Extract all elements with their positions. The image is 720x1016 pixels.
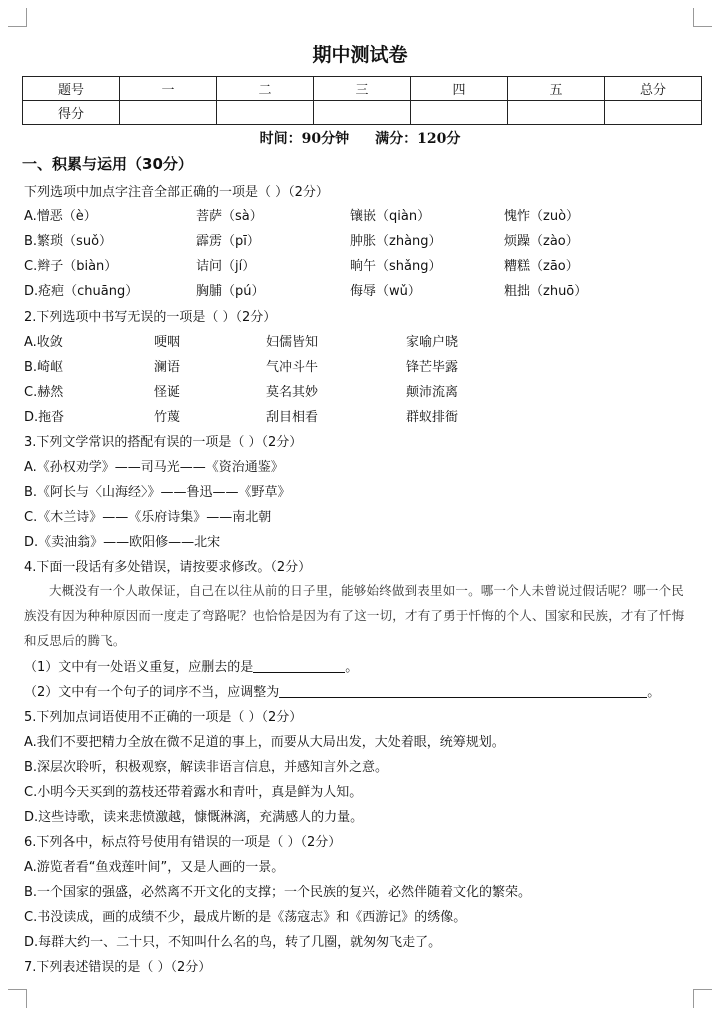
question-4-sub-1: [24, 656, 358, 675]
option-text: D.疮疤（chuāng）: [24, 284, 139, 299]
option-text: D.拖沓: [24, 410, 65, 425]
answer-blank[interactable]: [279, 684, 647, 698]
score-cell: [217, 101, 314, 125]
question-4-stem: 4.下面一段话有多处错误，请按要求修改。（2分）: [24, 560, 312, 575]
question-5-stem: 5.下列加点词语使用不正确的一项是（ ）（2分）: [24, 710, 303, 725]
score-cell: 五: [508, 77, 605, 101]
option-text: A.《孙权劝学》——司马光——《资治通鉴》: [24, 460, 284, 475]
score-cell: 三: [314, 77, 411, 101]
option-text: 胸脯（pú）: [196, 284, 265, 299]
score-cell: 二: [217, 77, 314, 101]
option-text: A.收敛: [24, 335, 63, 350]
option-text: 妇儒皆知: [266, 335, 319, 350]
score-cell: [508, 101, 605, 125]
crop-mark-bottom-left: [8, 989, 27, 1008]
option-text: 烦躁（zào）: [504, 234, 579, 249]
option-text: A.我们不要把精力全放在微不足道的事上，而要从大局出发，大处着眼，统筹规划。: [24, 735, 505, 750]
score-cell: [605, 101, 702, 125]
score-cell: [411, 101, 508, 125]
option-text: 侮辱（wǔ）: [350, 284, 421, 299]
crop-mark-top-left: [8, 8, 27, 27]
exam-full-score: 满分：120分: [375, 131, 461, 147]
option-text: C.书没读成，画的成绩不少，最成片断的是《荡寇志》和《西游记》的绣像。: [24, 910, 467, 925]
question-6-stem: 6.下列各中，标点符号使用有错误的一项是（ ）（2分）: [24, 835, 342, 850]
option-text: A.游览者看“鱼戏莲叶间”，又是人画的一景。: [24, 860, 285, 875]
option-text: 晌午（shǎng）: [350, 259, 442, 274]
option-text: 糟糕（zāo）: [504, 259, 579, 274]
option-text: 愧怍（zuò）: [504, 209, 580, 224]
score-cell: 一: [120, 77, 217, 101]
option-text: 颠沛流离: [406, 385, 459, 400]
option-text: B.繁琐（suǒ）: [24, 234, 113, 249]
exam-meta: [0, 128, 720, 148]
option-text: 竹蔑: [154, 410, 181, 425]
sub-question-text: （2）文中有一个句子的词序不当，应调整为: [24, 685, 280, 700]
score-cell: 得分: [23, 101, 120, 125]
option-text: 刮目相看: [266, 410, 319, 425]
option-text: D.这些诗歌，读来悲愤激越，慷慨淋漓，充满感人的力量。: [24, 810, 364, 825]
option-text: 镶嵌（qiàn）: [350, 209, 431, 224]
option-text: C.赫然: [24, 385, 64, 400]
question-7-stem: 7.下列表述错误的是（ ）（2分）: [24, 960, 212, 975]
option-text: 肿胀（zhàng）: [350, 234, 442, 249]
question-4-passage: 大概没有一个人敢保证，自己在以往从前的日子里，能够始终做到表里如一。哪一个人未曾说过假话呢？哪一个民族没有因为种种原因而一度走了弯路呢？也恰恰是因为有了这一切，才有了勇于忏悔的个人、国家和民族，才有了忏悔和反思后的腾飞。: [24, 583, 685, 648]
question-2-stem: 2.下列选项中书写无误的一项是（ ）（2分）: [24, 310, 277, 325]
option-text: A.憎恶（è）: [24, 209, 97, 224]
option-text: 家喻户晓: [406, 335, 459, 350]
sub-question-end: 。: [345, 660, 359, 675]
answer-blank[interactable]: [253, 659, 345, 673]
exam-title: 期中测试卷: [312, 44, 408, 66]
option-text: 澜语: [154, 360, 181, 375]
option-text: B.崎岖: [24, 360, 64, 375]
option-text: C.小明今天买到的荔枝还带着露水和青叶，真是鲜为人知。: [24, 785, 363, 800]
question-1-stem: 下列选项中加点字注音全部正确的一项是（ ）（2分）: [24, 185, 329, 200]
score-cell: 总分: [605, 77, 702, 101]
option-text: 锋芒毕露: [406, 360, 459, 375]
option-text: 粗拙（zhuō）: [504, 284, 588, 299]
score-cell: [314, 101, 411, 125]
score-cell: [120, 101, 217, 125]
score-table-score-row: [23, 101, 702, 125]
option-text: B.深层次聆听，积极观察，解读非语言信息，并感知言外之意。: [24, 760, 389, 775]
question-4-sub-2: [24, 681, 660, 700]
option-text: D.每群大约一、二十只，不知叫什么名的鸟，转了几圈，就匆匆飞走了。: [24, 935, 442, 950]
option-text: 群蚁排衙: [406, 410, 459, 425]
score-table: [22, 76, 702, 125]
option-text: 哽咽: [154, 335, 181, 350]
score-cell: 四: [411, 77, 508, 101]
crop-mark-bottom-right: [693, 989, 712, 1008]
option-text: 菩萨（sà）: [196, 209, 263, 224]
option-text: D.《卖油翁》——欧阳修——北宋: [24, 535, 221, 550]
score-table-header-row: [23, 77, 702, 101]
score-cell: 题号: [23, 77, 120, 101]
option-text: C.《木兰诗》——《乐府诗集》——南北朝: [24, 510, 272, 525]
option-text: 诘问（jí）: [196, 259, 256, 274]
option-text: 气冲斗牛: [266, 360, 319, 375]
crop-mark-top-right: [693, 8, 712, 27]
sub-question-text: （1）文中有一处语义重复，应删去的是: [24, 660, 254, 675]
section-heading: 一、积累与运用（30分）: [22, 155, 193, 173]
option-text: C.辫子（biàn）: [24, 259, 118, 274]
exam-time: 时间：90分钟: [259, 131, 350, 147]
option-text: 霹雳（pī）: [196, 234, 260, 249]
option-text: 怪诞: [154, 385, 181, 400]
option-text: B.一个国家的强盛，必然离不开文化的支撑；一个民族的复兴，必然伴随着文化的繁荣。: [24, 885, 532, 900]
sub-question-end: 。: [647, 685, 661, 700]
option-text: 莫名其妙: [266, 385, 319, 400]
question-3-stem: 3.下列文学常识的搭配有误的一项是（ ）（2分）: [24, 435, 303, 450]
option-text: B.《阿长与〈山海经〉》——鲁迅——《野草》: [24, 485, 291, 500]
